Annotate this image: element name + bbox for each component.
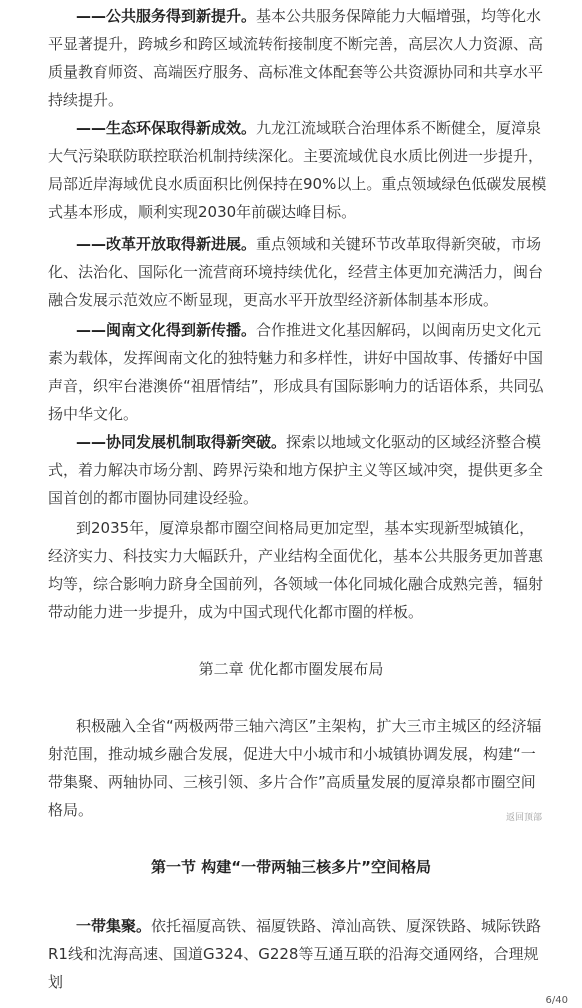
chapter-intro-paragraph: 积极融入全省“两极两带三轴六湾区”主架构，扩大三市主城区的经济辐射范围，推动城乡融合发展，促进大中小城市和小城镇协调发展，构建“一带集聚、两轴协同、三核引领、多片合作”高质量发展的厦漳泉都市圈空间格局。 bbox=[48, 717, 542, 819]
section-title: 第一节 构建“一带两轴三核多片”空间格局 bbox=[151, 858, 431, 876]
goal-paragraph-ecology bbox=[48, 114, 548, 226]
goal-paragraph-public-services bbox=[48, 2, 548, 114]
goal-paragraph-reform bbox=[48, 230, 548, 314]
section-paragraph bbox=[48, 912, 548, 996]
goal-paragraph-coordination bbox=[48, 428, 548, 512]
paragraph-lead: ——协同发展机制取得新突破。 bbox=[76, 433, 287, 451]
paragraph-text: 合作推进文化基因解码，以闽南历史文化元素为载体，发挥闽南文化的独特魅力和多样性，讲好中国故事、传播好中国声音，织牢台港澳侨“祖厝情结”，形成具有国际影响力的话语体系，共同弘扬中华文化。 bbox=[48, 321, 544, 423]
paragraph-lead: ——生态环保取得新成效。 bbox=[76, 119, 257, 137]
page-number: 6/40 bbox=[545, 995, 568, 1006]
chapter-title: 第二章 优化都市圈发展布局 bbox=[198, 660, 384, 678]
paragraph-text: 到2035年，厦漳泉都市圈空间格局更加定型，基本实现新型城镇化，经济实力、科技实力大幅跃升，产业结构全面优化，基本公共服务更加普惠均等，综合影响力跻身全国前列，各领域一体化同城化融合成熟完善，辐射带动能力进一步提升，成为中国式现代化都市圈的样板。 bbox=[48, 519, 544, 621]
paragraph-lead: ——闽南文化得到新传播。 bbox=[76, 321, 257, 339]
paragraph-text: 依托福厦高铁、福厦铁路、漳汕高铁、厦深铁路、城际铁路R1线和沈海高速、国道G324、G228等互通互联的沿海交通网络，合理规划 bbox=[48, 917, 542, 991]
paragraph-text: 重点领域和关键环节改革取得新突破，市场化、法治化、国际化一流营商环境持续优化，经营主体更加充满活力，闽台融合发展示范效应不断显现，更高水平开放型经济新体制基本形成。 bbox=[48, 235, 544, 309]
goal-paragraph-culture bbox=[48, 316, 548, 428]
goal-paragraph-2035 bbox=[48, 514, 548, 626]
paragraph-lead: ——公共服务得到新提升。 bbox=[76, 7, 257, 25]
paragraph-lead: 一带集聚。 bbox=[76, 917, 152, 935]
paragraph-lead: ——改革开放取得新进展。 bbox=[76, 235, 257, 253]
back-to-top-link[interactable]: 返回顶部 bbox=[505, 813, 542, 823]
paragraph-text: 基本公共服务保障能力大幅增强，均等化水平显著提升，跨城乡和跨区域流转衔接制度不断完善，高层次人力资源、高质量教育师资、高端医疗服务、高标准文体配套等公共资源协同和共享水平持续提升。 bbox=[48, 7, 544, 109]
paragraph-text: 探索以地域文化驱动的区域经济整合模式，着力解决市场分割、跨界污染和地方保护主义等区域冲突，提供更多全国首创的都市圈协同建设经验。 bbox=[48, 433, 544, 507]
paragraph-text: 九龙江流域联合治理体系不断健全，厦漳泉大气污染联防联控联治机制持续深化。主要流域优良水质比例进一步提升，局部近岸海域优良水质面积比例保持在90%以上。重点领域绿色低碳发展模式基本形成，顺利实现2030年前碳达峰目标。 bbox=[48, 119, 547, 221]
